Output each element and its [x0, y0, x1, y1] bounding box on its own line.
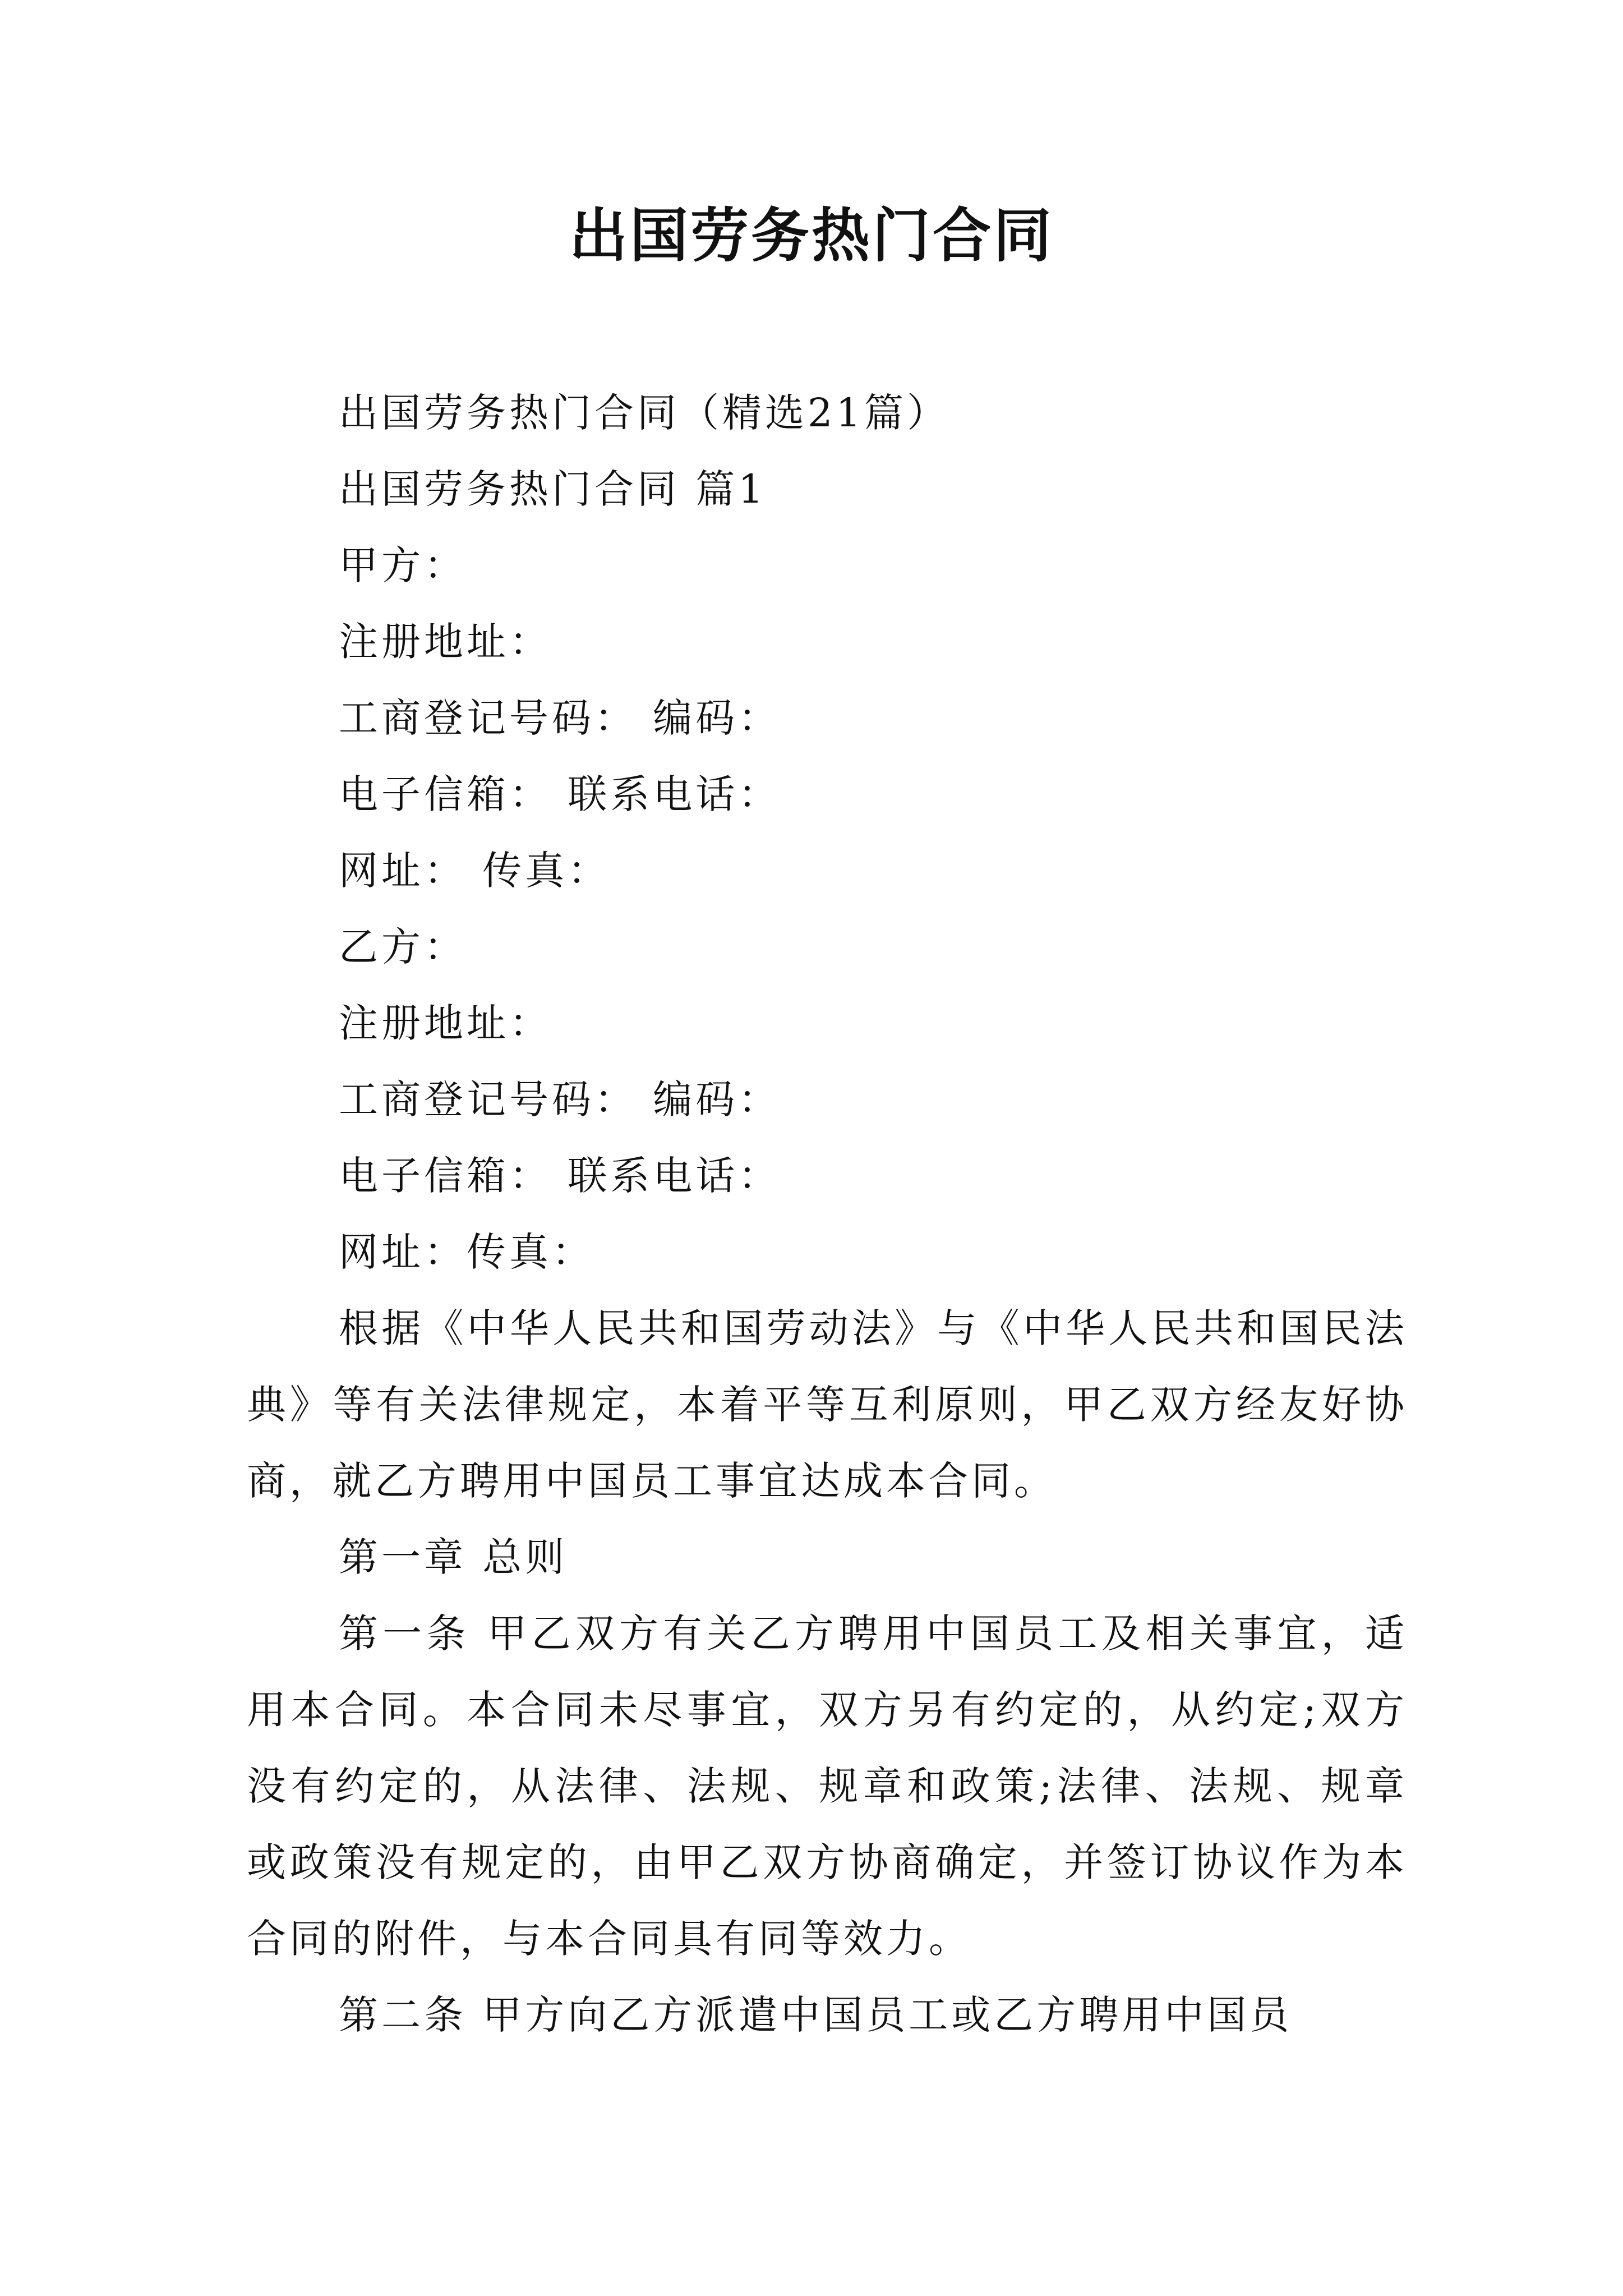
party-b-web-fax: 网址：传真：	[339, 1229, 594, 1275]
party-a-label: 甲方：	[339, 542, 467, 588]
article-paragraph: 第一条 甲乙双方有关乙方聘用中国员工及相关事宜，适用本合同。本合同未尽事宜，双方另有约定的，从约定;双方没有约定的，从法律、法规、规章和政策;法律、法规、规章或政策没有规定的，由甲乙双方协商确定，并签订协议作为本合同的附件，与本合同具有同等效力。	[247, 1611, 1408, 1962]
party-a-registration: 工商登记号码： 编码：	[339, 695, 781, 741]
party-a-email-phone: 电子信箱： 联系电话：	[339, 771, 781, 817]
text-line: 出国劳务热门合同（精选21篇）	[339, 390, 950, 436]
party-b-registration: 工商登记号码： 编码：	[339, 1076, 781, 1122]
document-title: 出国劳务热门合同	[569, 201, 1054, 270]
party-a-web-fax: 网址： 传真：	[339, 848, 611, 894]
article-paragraph: 第二条 甲方向乙方派遣中国员工或乙方聘用中国员	[339, 1992, 1293, 2038]
party-a-address: 注册地址：	[339, 619, 552, 665]
party-b-label: 乙方：	[339, 924, 467, 970]
preamble-paragraph: 根据《中华人民共和国劳动法》与《中华人民共和国民法典》等有关法律规定，本着平等互利原则，甲乙双方经友好协商，就乙方聘用中国员工事宜达成本合同。	[247, 1305, 1408, 1504]
chapter-heading: 第一章 总则	[339, 1534, 568, 1580]
party-b-address: 注册地址：	[339, 1000, 552, 1046]
party-b-email-phone: 电子信箱： 联系电话：	[339, 1153, 781, 1199]
document-body	[247, 375, 1408, 2053]
text-line: 出国劳务热门合同 篇1	[339, 466, 767, 512]
